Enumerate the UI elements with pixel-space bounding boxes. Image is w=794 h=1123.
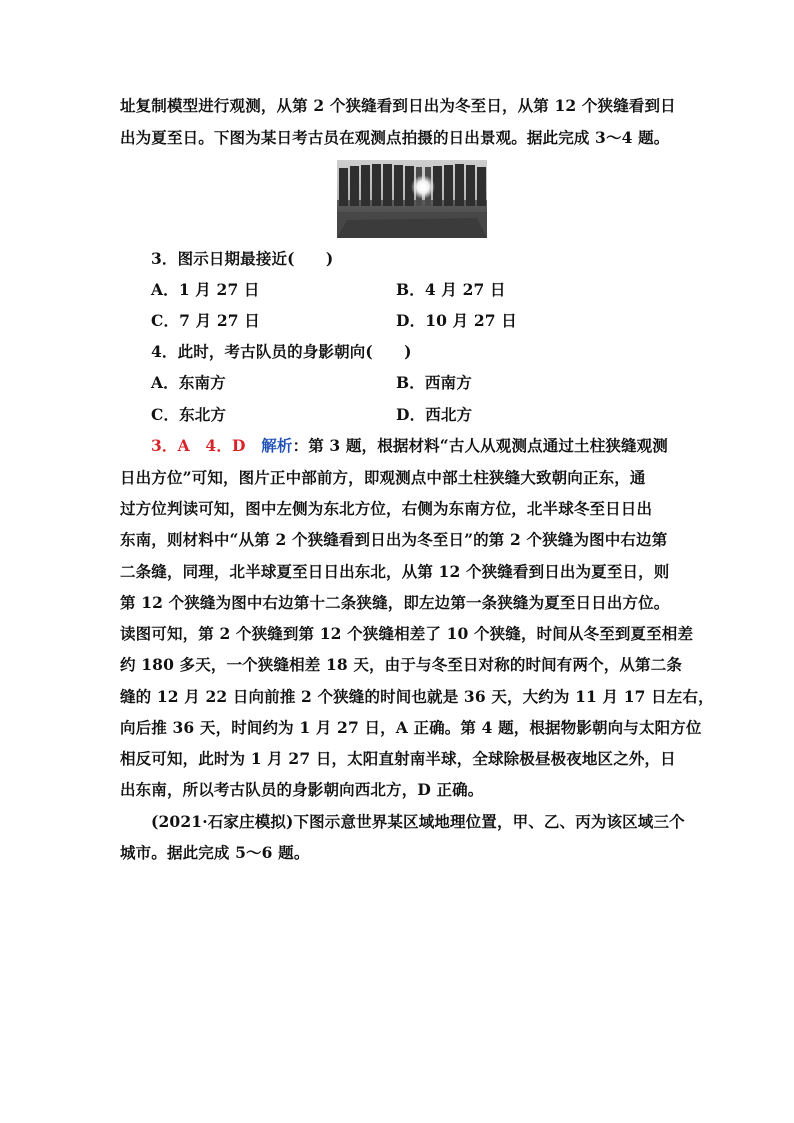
sunrise-photo-image (337, 160, 487, 238)
answer-line-7: 读图可知，第 2 个狭缝到第 12 个狭缝相差了 10 个狭缝，时间从冬至到夏至相差 (120, 624, 694, 643)
analysis-label: 解析 (261, 436, 293, 455)
answer-line-2: 日出方位”可知，图片正中部前方，即观测点中部土柱狭缝大致朝向正东，通 (120, 468, 646, 487)
question-3-stem: 3．图示日期最接近( ) (151, 249, 334, 268)
answer-line-5: 二条缝，同理，北半球夏至日日出东北，从第 12 个狭缝看到日出为夏至日，则 (120, 562, 670, 581)
question-4-option-d: D．西北方 (396, 405, 473, 424)
intro-line-2: 出为夏至日。下图为某日考古员在观测点拍摄的日出景观。据此完成 3～4 题。 (120, 128, 670, 147)
answer-line-9: 缝的 12 月 22 日向前推 2 个狭缝的时间也就是 36 天，大约为 11 月 17 日左右， (120, 687, 714, 706)
question-4-stem: 4．此时，考古队员的身影朝向( ) (151, 342, 412, 361)
question-4-option-a: A．东南方 (151, 373, 226, 392)
question-3-option-c: C．7 月 27 日 (151, 311, 260, 330)
answer-line-12: 出东南，所以考古队员的身影朝向西北方，D 正确。 (120, 780, 484, 799)
question-4-option-b: B．西南方 (396, 373, 472, 392)
answer-line-6: 第 12 个狭缝为图中右边第十二条狭缝，即左边第一条狭缝为夏至日日出方位。 (120, 593, 670, 612)
question-3-option-d: D．10 月 27 日 (396, 311, 517, 330)
question-3-option-b: B．4 月 27 日 (396, 280, 506, 299)
next-intro-line-2: 城市。据此完成 5～6 题。 (120, 843, 310, 862)
answer-line-1: ：第 3 题，根据材料“古人从观测点通过土柱狭缝观测 (292, 436, 668, 455)
sunrise-photo (337, 160, 487, 238)
answer-line-8: 约 180 多天，一个狭缝相差 18 天，由于与冬至日对称的时间有两个，从第二条 (120, 655, 683, 674)
question-4-option-c: C．东北方 (151, 405, 227, 424)
answer-first-line (151, 436, 668, 456)
intro-line-1: 址复制模型进行观测，从第 2 个狭缝看到日出为冬至日，从第 12 个狭缝看到日 (120, 96, 676, 115)
answer-line-10: 向后推 36 天，时间约为 1 月 27 日，A 正确。第 4 题，根据物影朝向与太阳方位 (120, 718, 702, 737)
answer-line-4: 东南，则材料中“从第 2 个狭缝看到日出为冬至日”的第 2 个狭缝为图中右边第 (120, 530, 668, 549)
next-intro-line-1: (2021·石家庄模拟)下图示意世界某区域地理位置，甲、乙、丙为该区域三个 (151, 812, 685, 831)
question-3-option-a: A．1 月 27 日 (151, 280, 260, 299)
answer-line-3: 过方位判读可知，图中左侧为东北方位，右侧为东南方位，北半球冬至日日出 (120, 499, 653, 518)
answer-line-11: 相反可知，此时为 1 月 27 日，太阳直射南半球，全球除极昼极夜地区之外，日 (120, 749, 676, 768)
answer-key: 3．A 4．D (151, 436, 246, 455)
